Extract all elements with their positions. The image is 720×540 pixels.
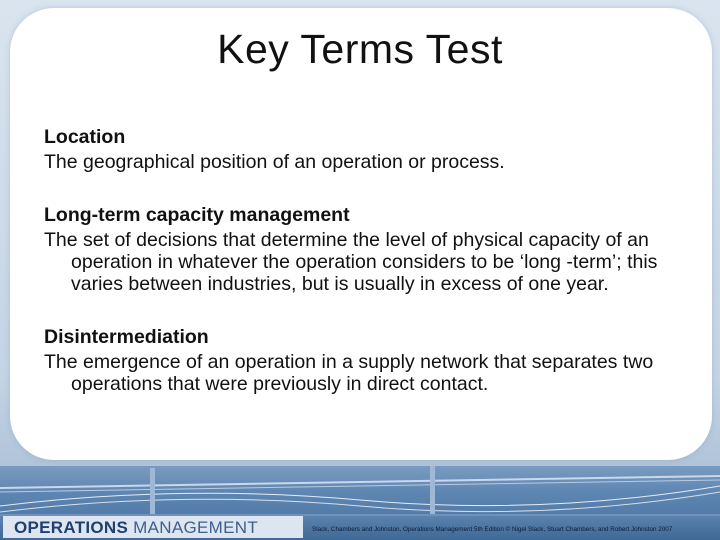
slide-title: Key Terms Test [217, 26, 503, 72]
term-name: Location [44, 126, 126, 148]
term-definition: The geographical position of an operation or process. [44, 151, 505, 173]
term-entry [44, 326, 694, 395]
term-entry [44, 126, 694, 173]
logo-bold-text: OPERATIONS [14, 518, 129, 537]
term-definition: The set of decisions that determine the level of physical capacity of an operation in whatever the operation considers to be ‘long -term’; this varies between industries, but is usually in excess of one year. [44, 229, 658, 295]
logo-light-text: MANAGEMENT [133, 518, 259, 537]
term-name: Disintermediation [44, 326, 209, 348]
operations-management-logo [14, 518, 258, 538]
copyright-notice: Slack, Chambers and Johnston, Operations Management 5th Edition © Nigel Slack, Stuart Chambers, and Robert Johnston 2007 [312, 526, 673, 533]
term-entry [44, 204, 694, 295]
terms-list [44, 126, 694, 426]
term-name: Long-term capacity management [44, 204, 350, 226]
term-definition: The emergence of an operation in a supply network that separates two operations that were previously in direct contact. [44, 351, 654, 395]
